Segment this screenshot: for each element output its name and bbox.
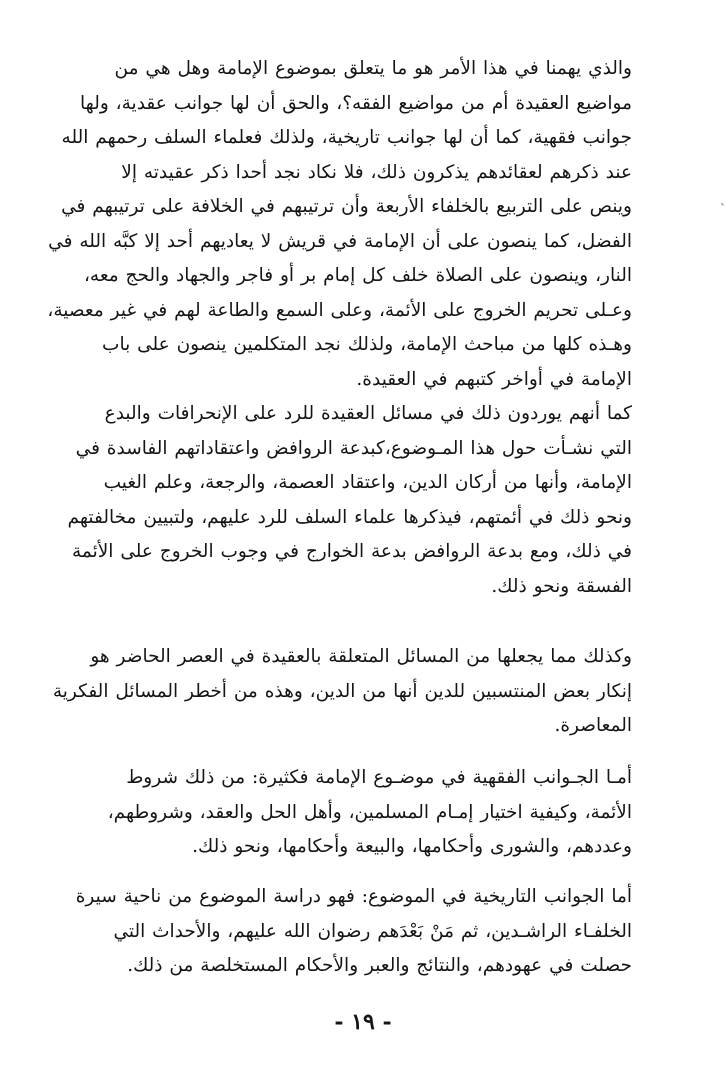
text-line: الأئمة، وكيفية اختيار إمـام المسلمين، وأهل الحل والعقد، وشروطهم، bbox=[107, 801, 632, 823]
edge-mark: ` bbox=[720, 202, 726, 216]
text-line: وهـذه كلها من مباحث الإمامة، ولذلك نجد المتكلمين ينصون على باب bbox=[102, 334, 632, 355]
paragraph-contemporary-issues bbox=[52, 640, 632, 744]
text-line: ونحو ذلك في أئمتهم، فيذكرها علماء السلف للرد عليهم، ولتبيين مخالفتهم bbox=[67, 506, 632, 528]
text-line: كما أنهم يوردون ذلك في مسائل العقيدة للرد على الإنحرافات والبدع bbox=[104, 403, 632, 424]
paragraph-historical-aspects bbox=[75, 880, 632, 984]
text-line: حصلت في عهودهم، والنتائج والعبر والأحكام المستخلصة من ذلك. bbox=[127, 955, 632, 976]
paragraph-imamah-doctrinal-aspects bbox=[47, 52, 632, 397]
text-line: وعددهم، والشورى وأحكامها، والبيعة وأحكامها، ونحو ذلك. bbox=[192, 836, 632, 857]
text-line: وكذلك مما يجعلها من المسائل المتعلقة بالعقيدة في العصر الحاضر هو bbox=[90, 646, 632, 667]
text-line: النار، وينصون على الصلاة خلف كل إمام بر أو فاجر والجهاد والحج معه، bbox=[83, 265, 632, 286]
text-line: الإمامة في أواخر كتبهم في العقيدة. bbox=[356, 368, 632, 390]
text-line: والذي يهمنا في هذا الأمر هو ما يتعلق بموضوع الإمامة وهل هي من bbox=[114, 58, 632, 79]
paragraph-refuting-innovations bbox=[67, 397, 632, 604]
text-line: الفسقة ونحو ذلك. bbox=[491, 575, 632, 597]
text-line: الخلفـاء الراشـدين، ثم مَنْ بَعْدَهم رضوان الله عليهم، والأحداث التي bbox=[113, 920, 632, 942]
text-line: إنكار بعض المنتسبين للدين أنها من الدين، وهذه من أخطر المسائل الفكرية bbox=[52, 680, 632, 702]
text-line: الإمامة، وأنها من أركان الدين، واعتقاد العصمة، والرجعة، وعلم الغيب bbox=[103, 472, 632, 493]
text-line: في ذلك، ومع بدعة الروافض بدعة الخوارج في وجوب الخروج على الأئمة bbox=[71, 541, 632, 562]
text-line: الفضل، كما ينصون على أن الإمامة في قريش لا يعاديهم أحد إلا كبَّه الله في bbox=[48, 230, 632, 252]
text-line: المعاصرة. bbox=[554, 715, 632, 736]
page-number: - ١٩ - bbox=[334, 1009, 392, 1035]
text-line: وينص على التربيع بالخلفاء الأربعة وأن ترتيبهم في الخلافة على ترتيبهم في bbox=[61, 196, 632, 217]
text-line: التي نشـأت حول هذا المـوضوع،كبدعة الروافض واعتقاداتهم الفاسدة في bbox=[75, 437, 632, 459]
paragraph-jurisprudential-aspects bbox=[107, 761, 632, 865]
text-line: جوانب فقهية، كما أن لها جوانب تاريخية، ولذلك فعلماء السلف رحمهم الله bbox=[61, 127, 632, 148]
text-line: أمـا الجـوانب الفقهية في موضـوع الإمامة فكثيرة: من ذلك شروط bbox=[126, 767, 632, 788]
text-line: مواضيع العقيدة أم من مواضيع الفقه؟، والحق أن لها جوانب عقدية، ولها bbox=[80, 92, 632, 114]
text-line: أما الجوانب التاريخية في الموضوع: فهو دراسة الموضوع من ناحية سيرة bbox=[75, 886, 632, 907]
text-line: وعـلى تحريم الخروج على الأئمة، وعلى السمع والطاعة لهم في غير معصية، bbox=[47, 299, 632, 321]
text-line: عند ذكرهم لعقائدهم يذكرون ذلك، فلا نكاد نجد أحدا ذكر عقيدته إلا bbox=[121, 161, 632, 183]
